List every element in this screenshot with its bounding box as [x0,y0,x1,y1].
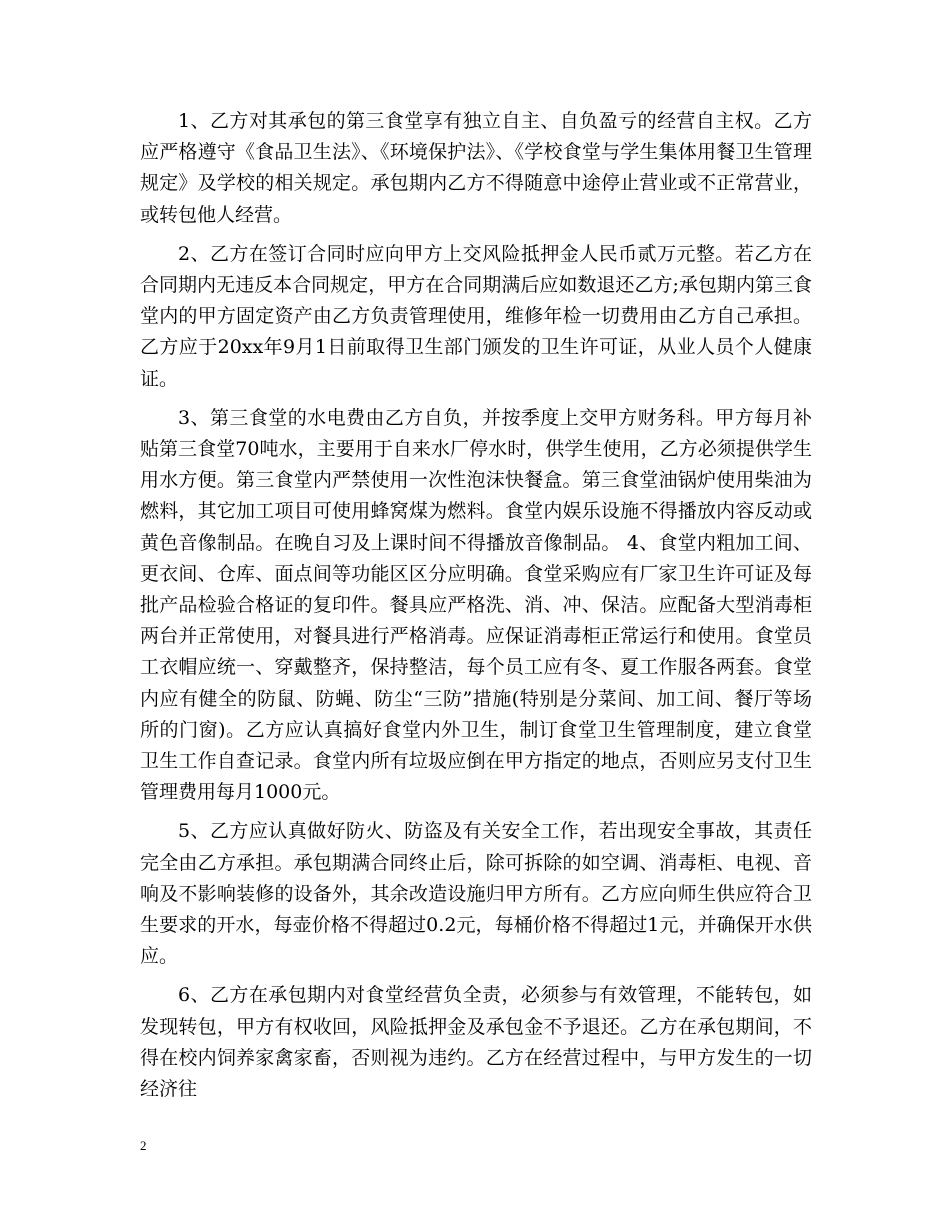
page-number: 2 [140,1138,147,1153]
paragraph-3: 3、第三食堂的水电费由乙方自负，并按季度上交甲方财务科。甲方每月补贴第三食堂70吨水，主要用于自来水厂停水时，供学生使用，乙方必须提供学生用水方便。第三食堂内严禁使用一次性泡沫快餐盒。第三食堂油锅炉使用柴油为燃料，其它加工项目可使用蜂窝煤为燃料。食堂内娱乐设施不得播放内容反动或黄色音像制品。在晚自习及上课时间不得播放音像制品。 4、食堂内粗加工间、更衣间、仓库、面点间等功能区区分应明确。食堂采购应有厂家卫生许可证及每批产品检验合格证的复印件。餐具应严格洗、消、冲、保洁。应配备大型消毒柜两台并正常使用，对餐具进行严格消毒。应保证消毒柜正常运行和使用。食堂员工衣帽应统一、穿戴整齐，保持整洁，每个员工应有冬、夏工作服各两套。食堂内应有健全的防鼠、防蝇、防尘“三防”措施(特别是分菜间、加工间、餐厅等场所的门窗)。乙方应认真搞好食堂内外卫生，制订食堂卫生管理制度，建立食堂卫生工作自查记录。食堂内所有垃圾应倒在甲方指定的地点，否则应另支付卫生管理费用每月1000元。 [140,406,812,804]
paragraph-4: 5、乙方应认真做好防火、防盗及有关安全工作，若出现安全事故，其责任完全由乙方承担。承包期满合同终止后，除可拆除的如空调、消毒柜、电视、音响及不影响装修的设备外，其余改造设施归甲方所有。乙方应向师生供应符合卫生要求的开水，每壶价格不得超过0.2元，每桶价格不得超过1元，并确保开水供应。 [140,820,812,968]
paragraph-1: 1、乙方对其承包的第三食堂享有独立自主、自负盈亏的经营自主权。乙方应严格遵守《食品卫生法》、《环境保护法》、《学校食堂与学生集体用餐卫生管理规定》及学校的相关规定。承包期内乙方不得随意中途停止营业或不正常营业，或转包他人经营。 [140,110,812,226]
paragraph-5: 6、乙方在承包期内对食堂经营负全责，必须参与有效管理，不能转包，如发现转包，甲方有权收回，风险抵押金及承包金不予退还。乙方在承包期间，不得在校内饲养家禽家畜，否则视为违约。乙方在经营过程中，与甲方发生的一切经济往 [140,984,812,1101]
paragraph-2: 2、乙方在签订合同时应向甲方上交风险抵押金人民币贰万元整。若乙方在合同期内无违反本合同规定，甲方在合同期满后应如数退还乙方;承包期内第三食堂内的甲方固定资产由乙方负责管理使用，维修年检一切费用由乙方自己承担。乙方应于20xx年9月1日前取得卫生部门颁发的卫生许可证，从业人员个人健康证。 [140,242,812,390]
body-text [140,106,812,1105]
